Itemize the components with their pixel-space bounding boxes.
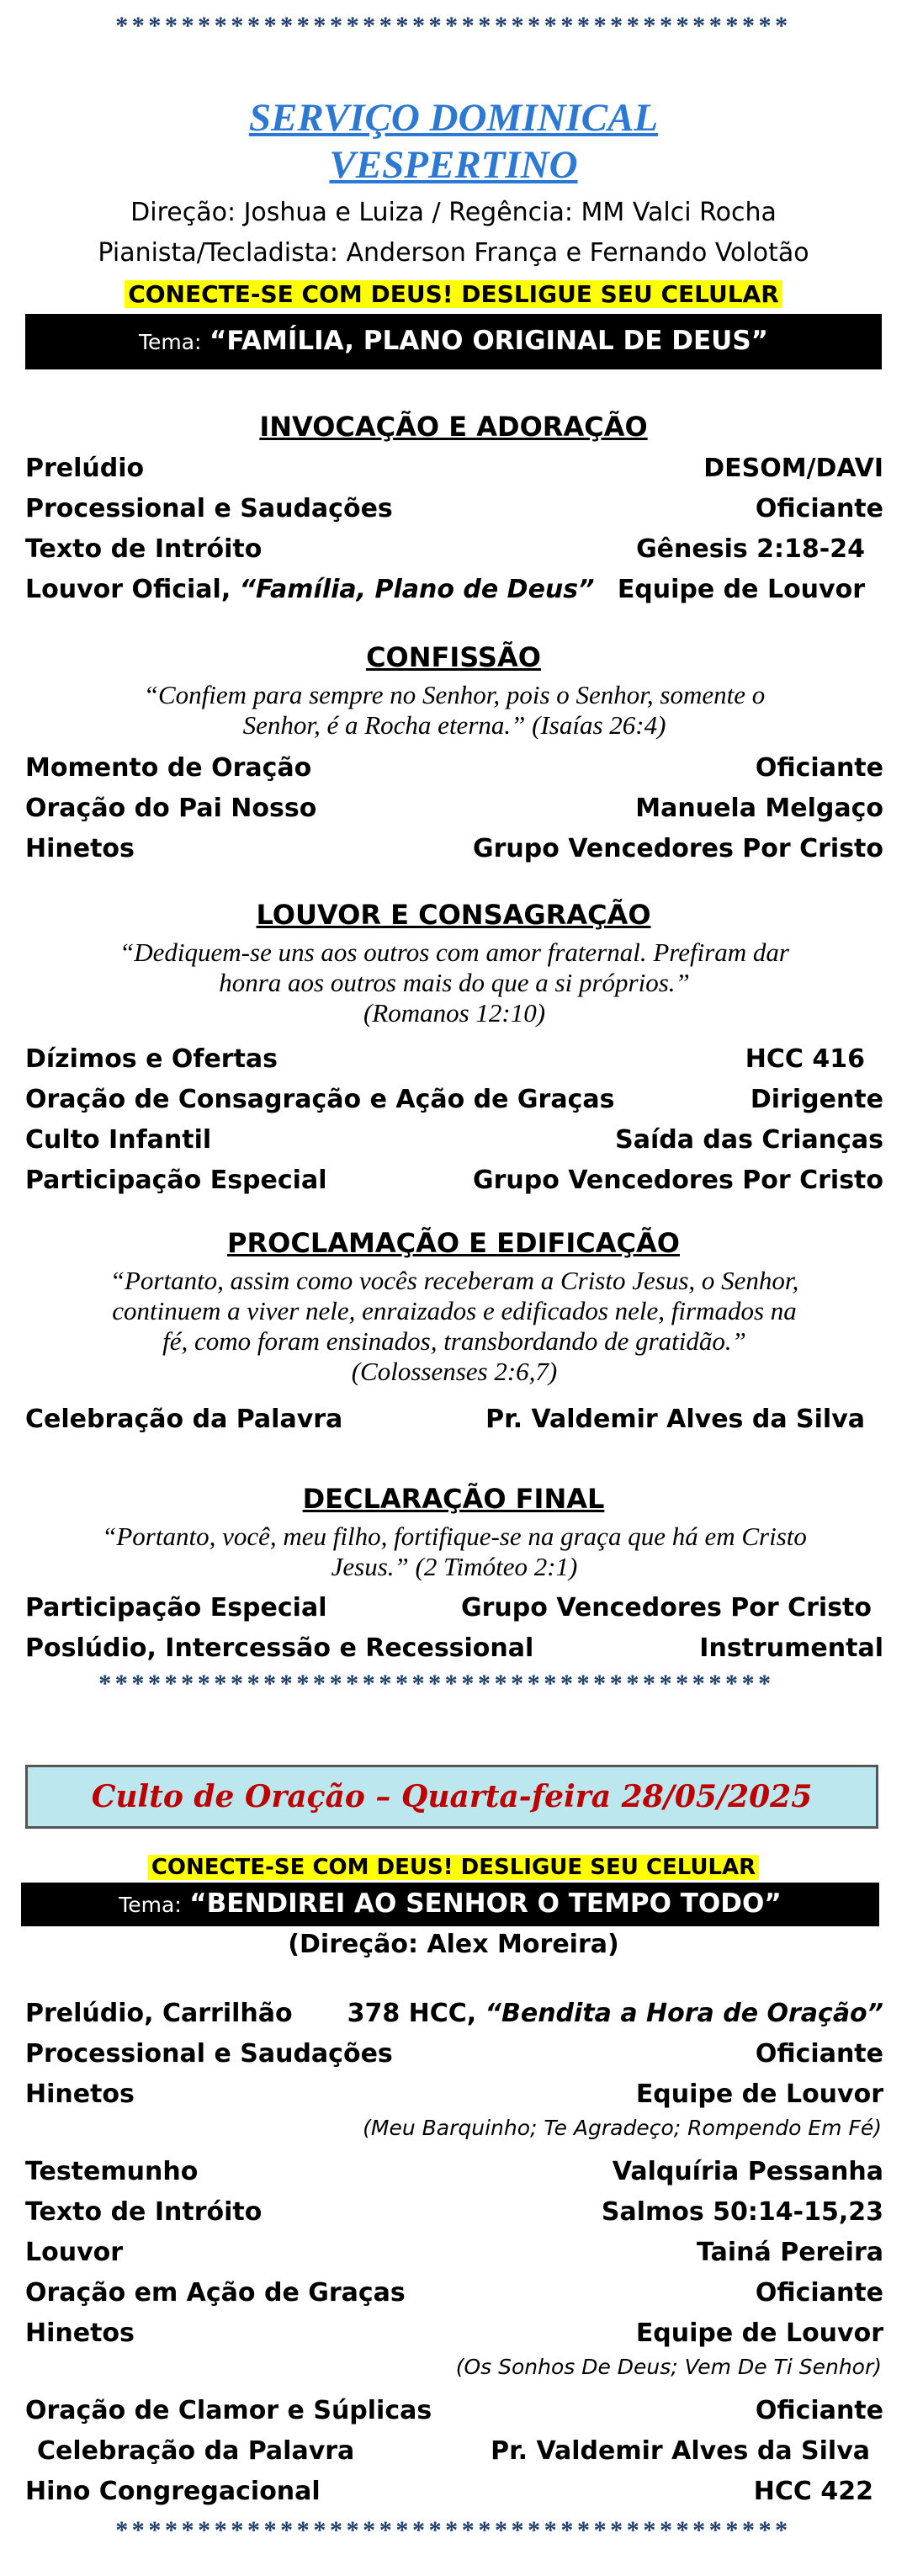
row-responsible: Dirigente — [750, 1085, 883, 1114]
row-item: Momento de Oração — [25, 753, 312, 783]
row-item: Poslúdio, Intercessão e Recessional — [25, 1633, 534, 1663]
pianists-text: Pianista/Tecladista: Anderson França e Fernando Volotão — [98, 238, 809, 268]
row-responsible: Equipe de Louvor — [617, 575, 865, 604]
row-item: Texto de Intróito — [25, 534, 263, 564]
section-heading: DECLARAÇÃO FINAL — [302, 1483, 605, 1515]
row-responsible-italic: “Bendita a Hora de Oração” — [485, 1999, 883, 2028]
program-row — [25, 2432, 883, 2471]
row-responsible — [347, 1994, 883, 2033]
service-title-line1: SERVIÇO DOMINICAL — [248, 96, 659, 140]
row-responsible: Oficiante — [755, 2039, 883, 2069]
row-item: Prelúdio, Carrilhão — [25, 1999, 293, 2028]
row-responsible: Equipe de Louvor — [635, 2079, 883, 2109]
program-row — [25, 2472, 883, 2511]
row-item-italic: “Família, Plano de Deus” — [239, 575, 595, 604]
row-item: Participação Especial — [25, 1593, 327, 1623]
service-title-line2: VESPERTINO — [329, 143, 578, 187]
section-heading: LOUVOR E CONSAGRAÇÃO — [256, 899, 651, 931]
quote-line: continuem a viver nele, enraizados e edificados nele, firmados na — [112, 1296, 797, 1325]
row-item: Prelúdio — [25, 454, 145, 483]
bible-quote — [34, 937, 875, 1028]
row-item: Hinetos — [25, 2318, 135, 2348]
quote-line: (Colossenses 2:6,7) — [351, 1357, 558, 1386]
row-item — [25, 571, 594, 609]
program-row — [25, 2153, 883, 2191]
row-responsible: Salmos 50:14-15,23 — [601, 2197, 883, 2227]
row-item: Testemunho — [25, 2157, 199, 2186]
prayer-service-title-box — [25, 1765, 878, 1829]
row-responsible: Oficiante — [755, 753, 883, 783]
row-item: Processional e Saudações — [25, 2039, 393, 2069]
theme-text: “BENDIREI AO SENHOR O TEMPO TODO” — [189, 1888, 782, 1919]
phone-notice — [0, 278, 907, 315]
program-row — [25, 1589, 883, 1628]
quote-line: “Dediquem-se uns aos outros com amor fraternal. Prefiram dar — [119, 937, 789, 967]
row-item: Processional e Saudações — [25, 494, 393, 523]
program-row — [25, 490, 883, 528]
row-item: Oração de Consagração e Ação de Graças — [25, 1085, 615, 1114]
quote-line: fé, como foram ensinados, transbordando de gratidão.” — [162, 1326, 746, 1356]
quote-line: (Romanos 12:10) — [363, 998, 546, 1028]
quote-line: Jesus.” (2 Timóteo 2:1) — [331, 1552, 578, 1581]
program-row — [25, 2314, 883, 2353]
program-row — [25, 2075, 883, 2114]
program-row — [25, 1400, 883, 1439]
row-responsible: Oficiante — [755, 494, 883, 523]
row-responsible: Manuela Melgaço — [635, 794, 883, 823]
row-responsible: Oficiante — [755, 2396, 883, 2425]
row-responsible: HCC 422 — [753, 2477, 873, 2506]
row-item: Oração de Clamor e Súplicas — [25, 2396, 432, 2425]
row-item: Hinetos — [25, 2079, 135, 2109]
program-row — [25, 1994, 883, 2033]
quote-line: Senhor, é a Rocha eterna.” (Isaías 26:4) — [242, 710, 666, 740]
quote-line: “Portanto, você, meu filho, fortifique-se na graça que há em Cristo — [102, 1522, 807, 1551]
section-heading: INVOCAÇÃO E ADORAÇÃO — [259, 411, 648, 443]
theme-label: Tema: — [119, 1893, 182, 1917]
program-row — [25, 1081, 883, 1119]
row-item: Oração em Ação de Graças — [25, 2278, 406, 2308]
row-responsible: Equipe de Louvor — [635, 2318, 883, 2348]
bible-quote — [34, 680, 875, 741]
row-item: Participação Especial — [25, 1166, 327, 1195]
theme-bar — [25, 314, 882, 369]
phone-notice-text: CONECTE-SE COM DEUS! DESLIGUE SEU CELULAR — [125, 280, 782, 308]
theme-label: Tema: — [138, 330, 202, 354]
theme-bar — [21, 1883, 879, 1926]
row-item: Dízimos e Ofertas — [25, 1044, 278, 1074]
program-row — [25, 571, 883, 609]
quote-line: “Confiem para sempre no Senhor, pois o Senhor, somente o — [143, 680, 766, 709]
program-row — [25, 2193, 883, 2232]
row-item: Louvor — [25, 2238, 124, 2267]
prayer-service-title: Culto de Oração – Quarta-feira 28/05/2025 — [91, 1779, 813, 1814]
row-responsible: Pr. Valdemir Alves da Silva — [485, 1405, 865, 1434]
program-row — [25, 1161, 883, 1200]
row-responsible: Saída das Crianças — [615, 1125, 883, 1155]
program-row — [25, 530, 883, 569]
program-row — [25, 449, 883, 488]
hymn-note: (Meu Barquinho; Te Agradeço; Rompendo Em Fé) — [363, 2116, 882, 2140]
bible-quote — [34, 1522, 875, 1582]
star-divider-top: ***************************************** — [115, 12, 792, 40]
row-responsible: Grupo Vencedores Por Cristo — [461, 1593, 872, 1623]
program-row — [25, 1121, 883, 1160]
bible-quote — [34, 1266, 875, 1387]
hymn-note: (Os Sonhos De Deus; Vem De Ti Senhor) — [455, 2355, 882, 2379]
program-row — [25, 2035, 883, 2074]
program-row — [25, 789, 883, 828]
phone-notice-text: CONECTE-SE COM DEUS! DESLIGUE SEU CELULAR — [148, 1855, 759, 1880]
program-row — [25, 2233, 883, 2272]
row-responsible: Grupo Vencedores Por Cristo — [473, 1166, 883, 1195]
theme-text: “FAMÍLIA, PLANO ORIGINAL DE DEUS” — [209, 326, 769, 356]
row-responsible-plain: 378 HCC, — [347, 1999, 485, 2028]
row-item: Hino Congregacional — [25, 2477, 321, 2506]
row-item: Culto Infantil — [25, 1125, 212, 1155]
direction-text: Direção: Joshua e Luiza / Regência: MM Valci Rocha — [130, 198, 777, 227]
row-item: Celebração da Palavra — [37, 2436, 355, 2466]
row-responsible: Oficiante — [755, 2278, 883, 2308]
program-row — [25, 2274, 883, 2313]
row-responsible: Pr. Valdemir Alves da Silva — [491, 2436, 870, 2466]
row-responsible: Tainá Pereira — [697, 2238, 883, 2267]
row-responsible: Grupo Vencedores Por Cristo — [473, 834, 883, 863]
section-heading: CONFISSÃO — [366, 641, 541, 673]
section-heading: PROCLAMAÇÃO E EDIFICAÇÃO — [227, 1227, 680, 1259]
quote-line: “Portanto, assim como vocês receberam a Cristo Jesus, o Senhor, — [109, 1266, 799, 1295]
quote-line: honra aos outros mais do que a si próprios.” — [219, 968, 690, 997]
prayer-direction: (Direção: Alex Moreira) — [288, 1930, 619, 1959]
row-responsible: DESOM/DAVI — [703, 454, 883, 483]
row-responsible: HCC 416 — [745, 1044, 865, 1074]
program-row — [25, 1629, 883, 1668]
row-item: Texto de Intróito — [25, 2197, 263, 2227]
program-row — [25, 830, 883, 868]
row-item: Hinetos — [25, 834, 135, 863]
program-row — [25, 1040, 883, 1079]
star-divider-bottom: ***************************************** — [115, 2516, 792, 2544]
row-responsible: Valquíria Pessanha — [612, 2157, 883, 2186]
row-item: Oração do Pai Nosso — [25, 794, 317, 823]
star-divider-mid: ***************************************** — [98, 1670, 775, 1697]
phone-notice — [0, 1851, 907, 1886]
program-row — [25, 749, 883, 788]
row-item-plain: Louvor Oficial, — [25, 575, 240, 604]
row-responsible: Gênesis 2:18-24 — [636, 534, 865, 564]
program-row — [25, 2392, 883, 2430]
row-item: Celebração da Palavra — [25, 1405, 343, 1434]
row-responsible: Instrumental — [699, 1633, 883, 1663]
